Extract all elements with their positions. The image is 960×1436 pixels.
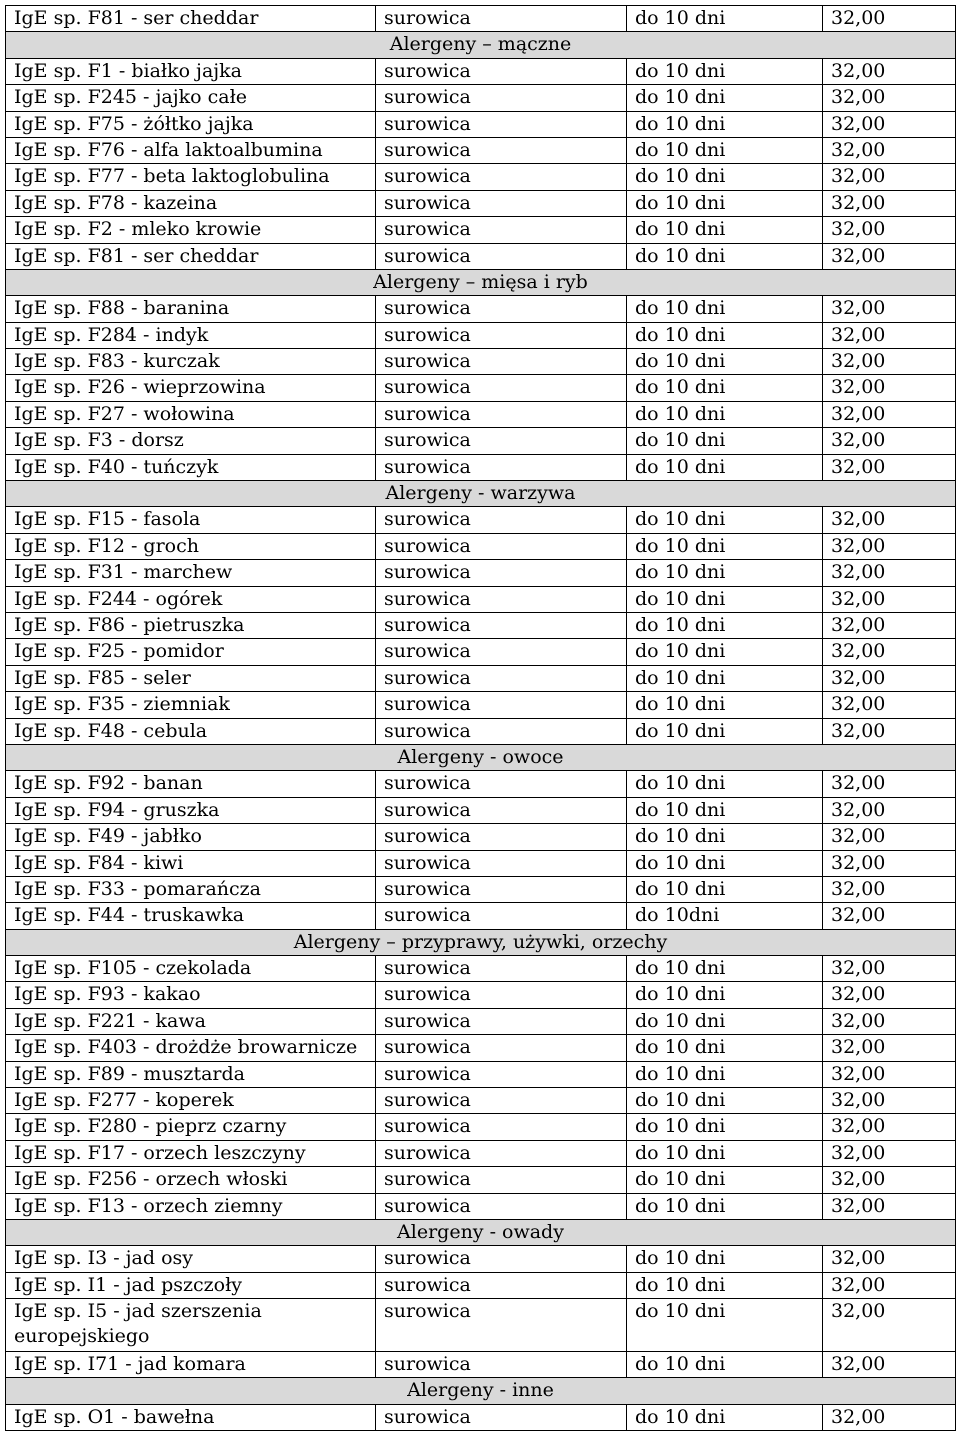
turnaround-time-cell: do 10 dni [627,349,823,375]
table-row [6,111,956,137]
turnaround-time-cell: do 10 dni [627,375,823,401]
table-row [6,375,956,401]
test-name-cell: IgE sp. I3 - jad osy [6,1246,376,1272]
sample-material-cell: surowica [376,1114,627,1140]
test-name-cell: IgE sp. F81 - ser cheddar [6,243,376,269]
price-cell: 32,00 [823,1061,956,1087]
sample-material-cell: surowica [376,586,627,612]
turnaround-time-cell: do 10 dni [627,322,823,348]
turnaround-time-cell: do 10 dni [627,1246,823,1272]
table-row [6,1114,956,1140]
table-row [6,137,956,163]
turnaround-time-cell: do 10 dni [627,560,823,586]
test-name-cell: IgE sp. F83 - kurczak [6,349,376,375]
section-header-row [6,929,956,955]
turnaround-time-cell: do 10 dni [627,1167,823,1193]
sample-material-cell: surowica [376,454,627,480]
section-header-row [6,269,956,295]
turnaround-time-cell: do 10 dni [627,1008,823,1034]
price-cell: 32,00 [823,771,956,797]
test-name-cell: IgE sp. F221 - kawa [6,1008,376,1034]
table-row [6,692,956,718]
price-cell: 32,00 [823,612,956,638]
price-cell: 32,00 [823,401,956,427]
sample-material-cell: surowica [376,956,627,982]
test-name-cell: IgE sp. F26 - wieprzowina [6,375,376,401]
sample-material-cell: surowica [376,375,627,401]
test-name-cell: IgE sp. F48 - cebula [6,718,376,744]
test-name-cell: IgE sp. F105 - czekolada [6,956,376,982]
sample-material-cell: surowica [376,665,627,691]
sample-material-cell: surowica [376,1008,627,1034]
test-name-cell: IgE sp. F17 - orzech leszczyny [6,1140,376,1166]
test-name-cell: IgE sp. F93 - kakao [6,982,376,1008]
turnaround-time-cell: do 10 dni [627,454,823,480]
sample-material-cell: surowica [376,1272,627,1298]
sample-material-cell: surowica [376,85,627,111]
table-row [6,982,956,1008]
table-row [6,349,956,375]
sample-material-cell: surowica [376,428,627,454]
sample-material-cell: surowica [376,903,627,929]
price-cell: 32,00 [823,533,956,559]
test-name-cell: IgE sp. O1 - bawełna [6,1404,376,1430]
turnaround-time-cell: do 10 dni [627,982,823,1008]
table-row [6,850,956,876]
table-row [6,1035,956,1061]
sample-material-cell: surowica [376,243,627,269]
price-cell: 32,00 [823,665,956,691]
section-title: Alergeny - inne [6,1378,956,1404]
table-row [6,612,956,638]
test-name-cell: IgE sp. F277 - koperek [6,1088,376,1114]
test-name-cell: IgE sp. F256 - orzech włoski [6,1167,376,1193]
turnaround-time-cell: do 10 dni [627,6,823,32]
test-name-cell: IgE sp. F244 - ogórek [6,586,376,612]
sample-material-cell: surowica [376,1299,627,1352]
test-name-cell: IgE sp. F85 - seler [6,665,376,691]
table-row [6,1272,956,1298]
sample-material-cell: surowica [376,639,627,665]
sample-material-cell: surowica [376,349,627,375]
price-cell: 32,00 [823,296,956,322]
section-title: Alergeny – przyprawy, używki, orzechy [6,929,956,955]
sample-material-cell: surowica [376,296,627,322]
turnaround-time-cell: do 10 dni [627,137,823,163]
sample-material-cell: surowica [376,1404,627,1430]
allergen-price-table [5,5,956,1431]
table-row [6,718,956,744]
turnaround-time-cell: do 10 dni [627,850,823,876]
sample-material-cell: surowica [376,771,627,797]
sample-material-cell: surowica [376,797,627,823]
section-header-row [6,32,956,58]
table-row [6,164,956,190]
section-header-row [6,1378,956,1404]
turnaround-time-cell: do 10 dni [627,876,823,902]
price-cell: 32,00 [823,1299,956,1352]
table-row [6,1088,956,1114]
turnaround-time-cell: do 10 dni [627,1061,823,1087]
test-name-cell: IgE sp. F76 - alfa laktoalbumina [6,137,376,163]
table-row [6,533,956,559]
test-name-cell: IgE sp. F77 - beta laktoglobulina [6,164,376,190]
test-name-cell: IgE sp. F89 - musztarda [6,1061,376,1087]
turnaround-time-cell: do 10 dni [627,401,823,427]
test-name-cell: IgE sp. F81 - ser cheddar [6,6,376,32]
sample-material-cell: surowica [376,1167,627,1193]
section-title: Alergeny – mączne [6,32,956,58]
test-name-cell: IgE sp. F44 - truskawka [6,903,376,929]
price-cell: 32,00 [823,1140,956,1166]
price-cell: 32,00 [823,1272,956,1298]
test-name-cell: IgE sp. F94 - gruszka [6,797,376,823]
sample-material-cell: surowica [376,1035,627,1061]
price-cell: 32,00 [823,876,956,902]
test-name-cell: IgE sp. F88 - baranina [6,296,376,322]
turnaround-time-cell: do 10 dni [627,586,823,612]
test-name-cell: IgE sp. F1 - białko jajka [6,58,376,84]
sample-material-cell: surowica [376,824,627,850]
test-name-cell: IgE sp. F84 - kiwi [6,850,376,876]
price-cell: 32,00 [823,824,956,850]
price-cell: 32,00 [823,137,956,163]
turnaround-time-cell: do 10 dni [627,665,823,691]
test-name-cell: IgE sp. F35 - ziemniak [6,692,376,718]
section-title: Alergeny - owoce [6,744,956,770]
turnaround-time-cell: do 10 dni [627,612,823,638]
turnaround-time-cell: do 10 dni [627,296,823,322]
test-name-cell: IgE sp. F3 - dorsz [6,428,376,454]
table-row [6,1167,956,1193]
table-row [6,296,956,322]
sample-material-cell: surowica [376,217,627,243]
test-name-cell: IgE sp. F92 - banan [6,771,376,797]
test-name-cell: IgE sp. F280 - pieprz czarny [6,1114,376,1140]
sample-material-cell: surowica [376,190,627,216]
table-row [6,903,956,929]
price-cell: 32,00 [823,1114,956,1140]
sample-material-cell: surowica [376,111,627,137]
price-cell: 32,00 [823,322,956,348]
price-cell: 32,00 [823,243,956,269]
test-name-cell: IgE sp. I1 - jad pszczoły [6,1272,376,1298]
turnaround-time-cell: do 10 dni [627,771,823,797]
section-header-row [6,481,956,507]
table-row [6,1193,956,1219]
turnaround-time-cell: do 10 dni [627,58,823,84]
section-title: Alergeny - owady [6,1219,956,1245]
turnaround-time-cell: do 10 dni [627,1193,823,1219]
price-cell: 32,00 [823,797,956,823]
test-name-cell: IgE sp. F49 - jabłko [6,824,376,850]
sample-material-cell: surowica [376,850,627,876]
table-row [6,639,956,665]
turnaround-time-cell: do 10 dni [627,1114,823,1140]
sample-material-cell: surowica [376,1061,627,1087]
section-header-row [6,1219,956,1245]
turnaround-time-cell: do 10 dni [627,85,823,111]
table-body [6,6,956,1431]
sample-material-cell: surowica [376,137,627,163]
section-title: Alergeny – mięsa i ryb [6,269,956,295]
price-cell: 32,00 [823,850,956,876]
price-cell: 32,00 [823,1404,956,1430]
test-name-cell: IgE sp. F40 - tuńczyk [6,454,376,480]
turnaround-time-cell: do 10 dni [627,1272,823,1298]
sample-material-cell: surowica [376,718,627,744]
price-cell: 32,00 [823,349,956,375]
table-row [6,58,956,84]
table-row [6,876,956,902]
sample-material-cell: surowica [376,401,627,427]
price-cell: 32,00 [823,1008,956,1034]
section-title: Alergeny - warzywa [6,481,956,507]
price-cell: 32,00 [823,956,956,982]
table-row [6,322,956,348]
sample-material-cell: surowica [376,1140,627,1166]
turnaround-time-cell: do 10 dni [627,1404,823,1430]
table-row [6,190,956,216]
price-cell: 32,00 [823,1246,956,1272]
turnaround-time-cell: do 10 dni [627,243,823,269]
table-row [6,428,956,454]
table-row [6,454,956,480]
turnaround-time-cell: do 10 dni [627,1140,823,1166]
price-cell: 32,00 [823,1193,956,1219]
price-cell: 32,00 [823,217,956,243]
sample-material-cell: surowica [376,507,627,533]
table-row [6,665,956,691]
turnaround-time-cell: do 10 dni [627,956,823,982]
table-row [6,85,956,111]
turnaround-time-cell: do 10 dni [627,111,823,137]
turnaround-time-cell: do 10 dni [627,718,823,744]
price-cell: 32,00 [823,1035,956,1061]
turnaround-time-cell: do 10dni [627,903,823,929]
sample-material-cell: surowica [376,164,627,190]
test-name-cell: IgE sp. F12 - groch [6,533,376,559]
turnaround-time-cell: do 10 dni [627,797,823,823]
price-cell: 32,00 [823,190,956,216]
sample-material-cell: surowica [376,1193,627,1219]
test-name-cell: IgE sp. F403 - drożdże browarnicze [6,1035,376,1061]
table-row [6,1140,956,1166]
sample-material-cell: surowica [376,1088,627,1114]
test-name-cell: IgE sp. F27 - wołowina [6,401,376,427]
turnaround-time-cell: do 10 dni [627,1088,823,1114]
table-row [6,956,956,982]
turnaround-time-cell: do 10 dni [627,1035,823,1061]
sample-material-cell: surowica [376,533,627,559]
test-name-cell: IgE sp. I71 - jad komara [6,1351,376,1377]
sample-material-cell: surowica [376,982,627,1008]
sample-material-cell: surowica [376,1351,627,1377]
test-name-cell: IgE sp. F33 - pomarańcza [6,876,376,902]
price-cell: 32,00 [823,692,956,718]
turnaround-time-cell: do 10 dni [627,507,823,533]
test-name-cell: IgE sp. F15 - fasola [6,507,376,533]
turnaround-time-cell: do 10 dni [627,190,823,216]
price-cell: 32,00 [823,1167,956,1193]
price-cell: 32,00 [823,586,956,612]
test-name-cell: IgE sp. F2 - mleko krowie [6,217,376,243]
price-cell: 32,00 [823,375,956,401]
test-name-cell: IgE sp. F245 - jajko całe [6,85,376,111]
turnaround-time-cell: do 10 dni [627,164,823,190]
table-row [6,6,956,32]
turnaround-time-cell: do 10 dni [627,1299,823,1352]
table-row [6,1061,956,1087]
price-cell: 32,00 [823,58,956,84]
table-row [6,797,956,823]
sample-material-cell: surowica [376,692,627,718]
table-row [6,771,956,797]
table-row [6,586,956,612]
test-name-cell: IgE sp. F25 - pomidor [6,639,376,665]
turnaround-time-cell: do 10 dni [627,639,823,665]
price-cell: 32,00 [823,454,956,480]
table-row [6,1299,956,1352]
price-cell: 32,00 [823,428,956,454]
table-row [6,560,956,586]
price-cell: 32,00 [823,111,956,137]
sample-material-cell: surowica [376,1246,627,1272]
price-cell: 32,00 [823,6,956,32]
test-name-cell: IgE sp. I5 - jad szerszenia europejskiego [6,1299,376,1352]
turnaround-time-cell: do 10 dni [627,692,823,718]
table-row [6,1404,956,1430]
table-row [6,507,956,533]
table-row [6,401,956,427]
test-name-cell: IgE sp. F78 - kazeina [6,190,376,216]
price-cell: 32,00 [823,639,956,665]
sample-material-cell: surowica [376,322,627,348]
table-row [6,243,956,269]
table-row [6,1351,956,1377]
test-name-cell: IgE sp. F13 - orzech ziemny [6,1193,376,1219]
price-cell: 32,00 [823,718,956,744]
test-name-cell: IgE sp. F75 - żółtko jajka [6,111,376,137]
turnaround-time-cell: do 10 dni [627,1351,823,1377]
sample-material-cell: surowica [376,6,627,32]
table-row [6,824,956,850]
price-cell: 32,00 [823,1351,956,1377]
turnaround-time-cell: do 10 dni [627,428,823,454]
price-cell: 32,00 [823,903,956,929]
sample-material-cell: surowica [376,876,627,902]
turnaround-time-cell: do 10 dni [627,533,823,559]
test-name-cell: IgE sp. F31 - marchew [6,560,376,586]
test-name-cell: IgE sp. F284 - indyk [6,322,376,348]
turnaround-time-cell: do 10 dni [627,824,823,850]
price-cell: 32,00 [823,560,956,586]
sample-material-cell: surowica [376,560,627,586]
turnaround-time-cell: do 10 dni [627,217,823,243]
table-row [6,1246,956,1272]
table-row [6,217,956,243]
price-cell: 32,00 [823,85,956,111]
price-cell: 32,00 [823,164,956,190]
price-cell: 32,00 [823,1088,956,1114]
test-name-cell: IgE sp. F86 - pietruszka [6,612,376,638]
price-cell: 32,00 [823,982,956,1008]
section-header-row [6,744,956,770]
price-cell: 32,00 [823,507,956,533]
table-row [6,1008,956,1034]
sample-material-cell: surowica [376,58,627,84]
sample-material-cell: surowica [376,612,627,638]
